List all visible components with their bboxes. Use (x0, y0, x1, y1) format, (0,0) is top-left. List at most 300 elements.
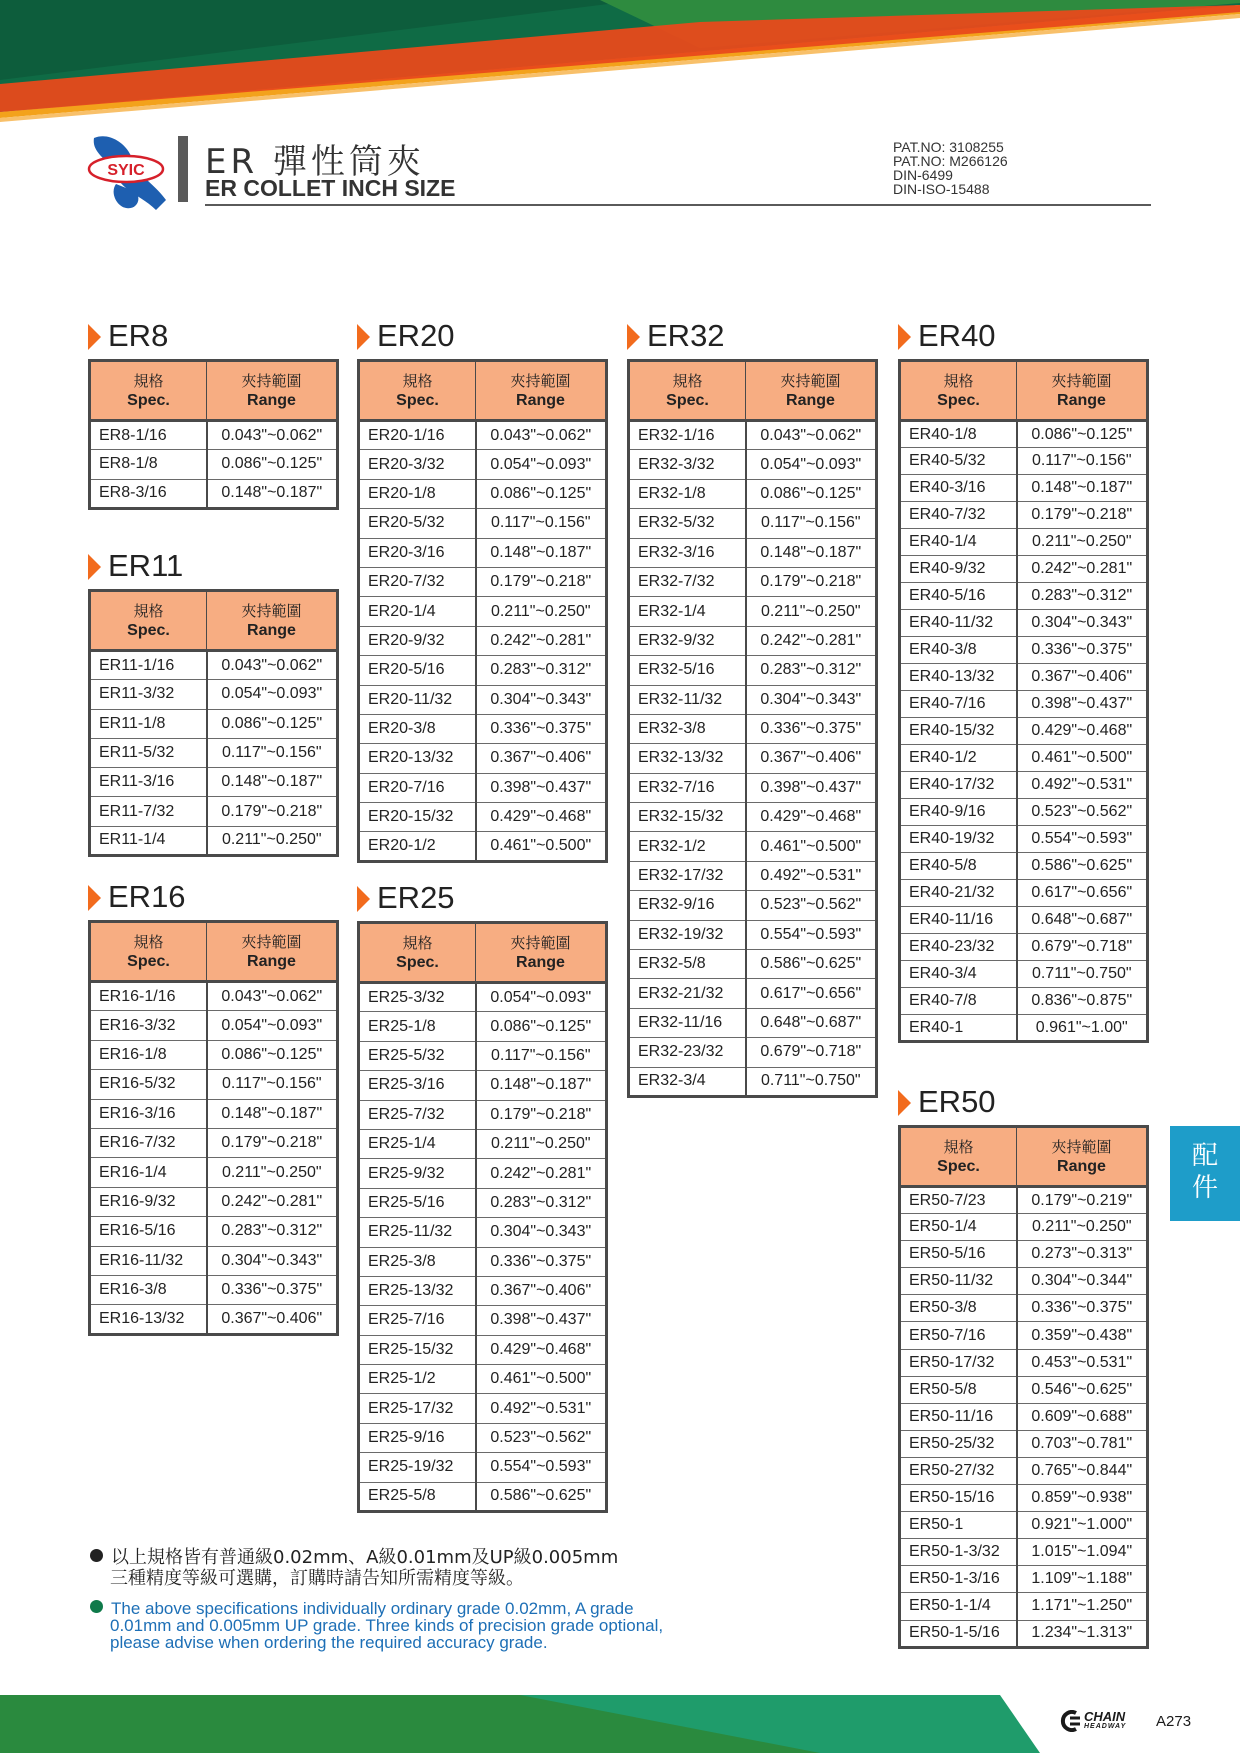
table-row (900, 1268, 1148, 1295)
table-row (90, 709, 338, 738)
table-row (900, 1457, 1148, 1484)
table-row (359, 1423, 607, 1452)
range-cell: 0.711"~0.750" (1017, 961, 1148, 988)
table-row (359, 1129, 607, 1158)
range-cell: 0.054"~0.093" (746, 450, 877, 479)
range-cell: 0.283"~0.312" (207, 1217, 338, 1246)
table-row (90, 680, 338, 709)
range-cell: 0.211"~0.250" (476, 1129, 607, 1158)
column-header-en: Spec. (127, 621, 170, 639)
range-cell: 0.453"~0.531" (1017, 1349, 1148, 1376)
note-en-line: 0.01mm and 0.005mm UP grade. Three kinds of precision grade optional, (110, 1616, 664, 1635)
table-row (359, 1482, 607, 1511)
table-row (900, 1376, 1148, 1403)
section-title: ER40 (918, 318, 996, 353)
spec-cell: ER40-5/16 (900, 583, 1017, 610)
section-title: ER16 (108, 879, 186, 914)
range-cell: 0.086"~0.125" (1017, 421, 1148, 448)
spec-cell: ER20-3/16 (359, 538, 476, 567)
spec-cell: ER40-11/32 (900, 610, 1017, 637)
range-cell: 0.836"~0.875" (1017, 988, 1148, 1015)
spec-cell: ER25-11/32 (359, 1218, 476, 1247)
column-header-en: Spec. (127, 952, 170, 970)
triangle-arrow-icon (88, 554, 101, 580)
bullet-icon (90, 1600, 103, 1613)
range-cell: 0.242"~0.281" (476, 1159, 607, 1188)
page-number: A273 (1156, 1713, 1192, 1730)
spec-cell: ER16-1/8 (90, 1040, 207, 1069)
section-heading (88, 877, 339, 917)
spec-cell: ER50-5/16 (900, 1241, 1017, 1268)
table-row (900, 1322, 1148, 1349)
spec-cell: ER40-19/32 (900, 826, 1017, 853)
spec-table (898, 1125, 1149, 1649)
spec-cell: ER25-19/32 (359, 1453, 476, 1482)
brand-subtext: HEADWAY (1084, 1723, 1127, 1730)
spec-cell: ER11-1/8 (90, 709, 207, 738)
table-row (900, 529, 1148, 556)
triangle-arrow-icon (898, 324, 911, 350)
spec-cell: ER20-1/2 (359, 832, 476, 861)
range-cell: 0.546"~0.625" (1017, 1376, 1148, 1403)
section-heading (88, 546, 339, 586)
table-row (90, 651, 338, 680)
spec-cell: ER32-5/8 (629, 950, 746, 979)
column-header-zh: 夾持範圍 (510, 934, 571, 952)
range-cell: 0.283"~0.312" (476, 656, 607, 685)
range-cell: 0.523"~0.562" (1017, 799, 1148, 826)
table-row (359, 1012, 607, 1041)
table-row (359, 479, 607, 508)
note-zh (90, 1547, 618, 1589)
range-cell: 0.043"~0.062" (207, 421, 338, 450)
table-row (900, 664, 1148, 691)
spec-cell: ER25-9/32 (359, 1159, 476, 1188)
spec-cell: ER50-5/8 (900, 1376, 1017, 1403)
table-row (900, 1620, 1148, 1647)
spec-cell: ER32-1/4 (629, 597, 746, 626)
range-cell: 0.273"~0.313" (1017, 1241, 1148, 1268)
range-cell: 0.054"~0.093" (476, 983, 607, 1012)
column-header-spec (900, 1127, 1017, 1187)
range-cell: 0.148"~0.187" (207, 1099, 338, 1128)
bottom-banner (0, 1695, 1240, 1753)
table-row (629, 803, 877, 832)
column-header-range (1017, 1127, 1148, 1187)
table-row (90, 738, 338, 767)
spec-cell: ER40-1/2 (900, 745, 1017, 772)
table-row (359, 983, 607, 1012)
range-cell: 0.148"~0.187" (207, 479, 338, 508)
table-row (629, 773, 877, 802)
range-cell: 0.711"~0.750" (746, 1067, 877, 1096)
range-cell: 0.054"~0.093" (207, 680, 338, 709)
syic-logo (86, 134, 170, 212)
range-cell: 0.679"~0.718" (746, 1038, 877, 1067)
spec-cell: ER32-5/16 (629, 656, 746, 685)
range-cell: 0.336"~0.375" (476, 714, 607, 743)
spec-cell: ER20-3/32 (359, 450, 476, 479)
spec-cell: ER32-17/32 (629, 861, 746, 890)
range-cell: 0.086"~0.125" (476, 479, 607, 508)
table-row (629, 656, 877, 685)
spec-cell: ER25-5/8 (359, 1482, 476, 1511)
patent-line: PAT.NO: 3108255 (893, 139, 1004, 155)
column-header-spec (359, 361, 476, 421)
table-row (359, 1276, 607, 1305)
table-row (900, 1566, 1148, 1593)
spec-cell: ER11-3/16 (90, 768, 207, 797)
range-cell: 0.043"~0.062" (207, 651, 338, 680)
spec-cell: ER20-7/16 (359, 773, 476, 802)
side-tab-accessories[interactable] (1170, 1126, 1240, 1221)
table-row (629, 979, 877, 1008)
spec-cell: ER20-15/32 (359, 803, 476, 832)
table-row (90, 1011, 338, 1040)
table-row (359, 1071, 607, 1100)
table-row (900, 1295, 1148, 1322)
table-row (359, 1159, 607, 1188)
spec-cell: ER16-3/16 (90, 1099, 207, 1128)
spec-cell: ER20-13/32 (359, 744, 476, 773)
section-er25 (357, 878, 608, 1513)
range-cell: 0.586"~0.625" (746, 950, 877, 979)
table-row (900, 1349, 1148, 1376)
table-row (900, 934, 1148, 961)
table-row (900, 691, 1148, 718)
column-header-zh: 規格 (402, 934, 433, 952)
logo-text: SYIC (107, 162, 145, 179)
section-title: ER50 (918, 1084, 996, 1119)
section-er16 (88, 877, 339, 1336)
spec-cell: ER20-9/32 (359, 626, 476, 655)
spec-cell: ER11-3/32 (90, 680, 207, 709)
range-cell: 0.086"~0.125" (207, 450, 338, 479)
range-cell: 0.429"~0.468" (1017, 718, 1148, 745)
spec-cell: ER50-11/16 (900, 1403, 1017, 1430)
table-row (900, 880, 1148, 907)
range-cell: 0.703"~0.781" (1017, 1430, 1148, 1457)
column-header-en: Range (786, 391, 835, 409)
column-header-en: Range (247, 952, 296, 970)
range-cell: 0.429"~0.468" (746, 803, 877, 832)
spec-cell: ER16-1/16 (90, 982, 207, 1011)
range-cell: 0.554"~0.593" (1017, 826, 1148, 853)
table-row (359, 1188, 607, 1217)
table-row (629, 891, 877, 920)
page-title-en: ER COLLET INCH SIZE (205, 175, 456, 201)
spec-cell: ER50-1-1/4 (900, 1593, 1017, 1620)
column-header-range (1017, 361, 1148, 421)
range-cell: 0.304"~0.343" (1017, 610, 1148, 637)
table-row (629, 685, 877, 714)
range-cell: 0.429"~0.468" (476, 803, 607, 832)
table-row (359, 1041, 607, 1070)
range-cell: 0.242"~0.281" (476, 626, 607, 655)
spec-cell: ER16-1/4 (90, 1158, 207, 1187)
spec-cell: ER40-13/32 (900, 664, 1017, 691)
spec-cell: ER32-7/32 (629, 567, 746, 596)
table-row (900, 1214, 1148, 1241)
spec-cell: ER40-7/16 (900, 691, 1017, 718)
triangle-arrow-icon (898, 1090, 911, 1116)
column-header-range (207, 361, 338, 421)
chain-headway-logo-icon (1056, 1710, 1082, 1732)
range-cell: 0.859"~0.938" (1017, 1485, 1148, 1512)
triangle-arrow-icon (627, 324, 640, 350)
spec-cell: ER20-1/16 (359, 421, 476, 450)
range-cell: 0.242"~0.281" (746, 626, 877, 655)
table-row (900, 1187, 1148, 1214)
range-cell: 0.336"~0.375" (1017, 1295, 1148, 1322)
column-header-en: Range (247, 621, 296, 639)
range-cell: 0.043"~0.062" (746, 421, 877, 450)
range-cell: 0.398"~0.437" (1017, 691, 1148, 718)
triangle-arrow-icon (357, 886, 370, 912)
table-row (900, 1593, 1148, 1620)
spec-cell: ER32-13/32 (629, 744, 746, 773)
section-title: ER20 (377, 318, 455, 353)
table-row (90, 1187, 338, 1216)
spec-cell: ER32-3/8 (629, 714, 746, 743)
table-row (90, 826, 338, 855)
table-row (629, 1038, 877, 1067)
spec-cell: ER32-7/16 (629, 773, 746, 802)
table-row (90, 421, 338, 450)
triangle-arrow-icon (88, 324, 101, 350)
spec-cell: ER40-7/32 (900, 502, 1017, 529)
column-header-spec (90, 361, 207, 421)
column-header-zh: 規格 (672, 372, 703, 390)
title-accent-bar (178, 136, 188, 202)
column-header-en: Range (1057, 391, 1106, 409)
table-row (629, 714, 877, 743)
triangle-arrow-icon (88, 885, 101, 911)
range-cell: 0.648"~0.687" (746, 1008, 877, 1037)
range-cell: 0.304"~0.343" (476, 1218, 607, 1247)
range-cell: 0.461"~0.500" (476, 1365, 607, 1394)
table-row (629, 1008, 877, 1037)
section-heading (898, 1082, 1149, 1122)
column-header-en: Spec. (666, 391, 709, 409)
table-row (90, 1128, 338, 1157)
spec-cell: ER25-1/2 (359, 1365, 476, 1394)
range-cell: 0.765"~0.844" (1017, 1457, 1148, 1484)
patent-line: DIN-ISO-15488 (893, 181, 990, 197)
table-row (90, 797, 338, 826)
spec-cell: ER32-1/16 (629, 421, 746, 450)
range-cell: 0.961"~1.00" (1017, 1015, 1148, 1042)
table-row (90, 1070, 338, 1099)
range-cell: 0.304"~0.343" (207, 1246, 338, 1275)
range-cell: 0.304"~0.344" (1017, 1268, 1148, 1295)
spec-cell: ER40-9/16 (900, 799, 1017, 826)
table-row (359, 509, 607, 538)
spec-cell: ER40-3/16 (900, 475, 1017, 502)
spec-cell: ER50-11/32 (900, 1268, 1017, 1295)
range-cell: 0.179"~0.218" (476, 1100, 607, 1129)
spec-cell: ER32-3/4 (629, 1067, 746, 1096)
spec-cell: ER50-1-3/16 (900, 1566, 1017, 1593)
spec-cell: ER50-15/16 (900, 1485, 1017, 1512)
side-tab-char: 配 (1191, 1141, 1218, 1171)
table-row (359, 803, 607, 832)
spec-cell: ER16-3/8 (90, 1275, 207, 1304)
range-cell: 0.336"~0.375" (746, 714, 877, 743)
brand-text: CHAIN (1084, 1709, 1126, 1724)
spec-cell: ER50-3/8 (900, 1295, 1017, 1322)
section-er40 (898, 316, 1149, 1043)
table-row (900, 583, 1148, 610)
table-row (359, 744, 607, 773)
spec-cell: ER50-7/16 (900, 1322, 1017, 1349)
triangle-arrow-icon (357, 324, 370, 350)
spec-cell: ER16-7/32 (90, 1128, 207, 1157)
spec-table (88, 589, 339, 857)
spec-table (357, 921, 608, 1513)
column-header-en: Spec. (127, 391, 170, 409)
spec-cell: ER25-17/32 (359, 1394, 476, 1423)
range-cell: 0.283"~0.312" (476, 1188, 607, 1217)
table-row (900, 1241, 1148, 1268)
spec-cell: ER40-3/8 (900, 637, 1017, 664)
range-cell: 0.283"~0.312" (1017, 583, 1148, 610)
spec-cell: ER40-17/32 (900, 772, 1017, 799)
table-row (90, 1217, 338, 1246)
table-row (359, 597, 607, 626)
range-cell: 0.179"~0.218" (746, 567, 877, 596)
range-cell: 0.148"~0.187" (476, 1071, 607, 1100)
column-header-range (207, 591, 338, 651)
spec-cell: ER40-9/32 (900, 556, 1017, 583)
column-header-en: Range (516, 953, 565, 971)
table-row (900, 772, 1148, 799)
spec-cell: ER25-7/32 (359, 1100, 476, 1129)
table-row (359, 1218, 607, 1247)
table-row (359, 1247, 607, 1276)
range-cell: 0.211"~0.250" (1017, 1214, 1148, 1241)
range-cell: 1.109"~1.188" (1017, 1566, 1148, 1593)
section-title: ER8 (108, 318, 169, 353)
range-cell: 0.461"~0.500" (476, 832, 607, 861)
spec-cell: ER32-3/16 (629, 538, 746, 567)
spec-table (357, 359, 608, 863)
range-cell: 0.117"~0.156" (476, 509, 607, 538)
table-row (629, 832, 877, 861)
spec-cell: ER20-1/4 (359, 597, 476, 626)
column-header-en: Range (1057, 1157, 1106, 1175)
spec-cell: ER32-5/32 (629, 509, 746, 538)
spec-cell: ER25-3/16 (359, 1071, 476, 1100)
spec-cell: ER20-1/8 (359, 479, 476, 508)
table-row (900, 961, 1148, 988)
range-cell: 0.679"~0.718" (1017, 934, 1148, 961)
section-heading (88, 316, 339, 356)
range-cell: 1.015"~1.094" (1017, 1539, 1148, 1566)
range-cell: 0.461"~0.500" (746, 832, 877, 861)
table-row (900, 448, 1148, 475)
spec-cell: ER25-13/32 (359, 1276, 476, 1305)
table-row (359, 626, 607, 655)
column-header-en: Spec. (396, 953, 439, 971)
table-row (629, 421, 877, 450)
note-en (90, 1600, 663, 1651)
range-cell: 0.179"~0.218" (1017, 502, 1148, 529)
table-row (629, 950, 877, 979)
table-row (900, 1539, 1148, 1566)
section-heading (898, 316, 1149, 356)
spec-cell: ER32-23/32 (629, 1038, 746, 1067)
table-row (629, 626, 877, 655)
spec-cell: ER32-19/32 (629, 920, 746, 949)
column-header-range (476, 923, 607, 983)
spec-cell: ER40-7/8 (900, 988, 1017, 1015)
range-cell: 0.211"~0.250" (476, 597, 607, 626)
range-cell: 0.211"~0.250" (746, 597, 877, 626)
range-cell: 0.609"~0.688" (1017, 1403, 1148, 1430)
column-header-en: Spec. (937, 391, 980, 409)
range-cell: 0.086"~0.125" (207, 1040, 338, 1069)
range-cell: 0.523"~0.562" (476, 1423, 607, 1452)
range-cell: 0.586"~0.625" (1017, 853, 1148, 880)
spec-cell: ER16-5/16 (90, 1217, 207, 1246)
range-cell: 0.492"~0.531" (1017, 772, 1148, 799)
spec-cell: ER50-1 (900, 1512, 1017, 1539)
table-row (90, 1158, 338, 1187)
column-header-zh: 夾持範圍 (510, 372, 571, 390)
spec-cell: ER16-11/32 (90, 1246, 207, 1275)
table-row (359, 1335, 607, 1364)
column-header-zh: 夾持範圍 (241, 933, 302, 951)
column-header-spec (90, 922, 207, 982)
spec-cell: ER11-5/32 (90, 738, 207, 767)
column-header-zh: 規格 (133, 933, 164, 951)
spec-cell: ER40-21/32 (900, 880, 1017, 907)
section-title: ER32 (647, 318, 725, 353)
range-cell: 0.179"~0.218" (476, 567, 607, 596)
table-row (900, 475, 1148, 502)
column-header-zh: 夾持範圍 (241, 602, 302, 620)
range-cell: 0.043"~0.062" (476, 421, 607, 450)
spec-cell: ER50-27/32 (900, 1457, 1017, 1484)
spec-table (627, 359, 878, 1098)
table-row (900, 799, 1148, 826)
range-cell: 0.461"~0.500" (1017, 745, 1148, 772)
range-cell: 1.171"~1.250" (1017, 1593, 1148, 1620)
column-header-en: Range (516, 391, 565, 409)
note-en-line: please advise when ordering the required accuracy grade. (110, 1633, 548, 1652)
spec-cell: ER11-1/16 (90, 651, 207, 680)
range-cell: 0.117"~0.156" (746, 509, 877, 538)
table-row (900, 1015, 1148, 1042)
column-header-spec (90, 591, 207, 651)
spec-table (88, 359, 339, 510)
spec-cell: ER40-1/8 (900, 421, 1017, 448)
range-cell: 0.148"~0.187" (1017, 475, 1148, 502)
table-row (629, 509, 877, 538)
range-cell: 0.367"~0.406" (207, 1305, 338, 1334)
table-row (359, 1306, 607, 1335)
spec-cell: ER40-11/16 (900, 907, 1017, 934)
range-cell: 0.554"~0.593" (476, 1453, 607, 1482)
range-cell: 0.554"~0.593" (746, 920, 877, 949)
range-cell: 0.117"~0.156" (207, 1070, 338, 1099)
table-row (629, 450, 877, 479)
range-cell: 0.617"~0.656" (746, 979, 877, 1008)
range-cell: 0.211"~0.250" (207, 1158, 338, 1187)
table-row (900, 1512, 1148, 1539)
table-row (90, 479, 338, 508)
